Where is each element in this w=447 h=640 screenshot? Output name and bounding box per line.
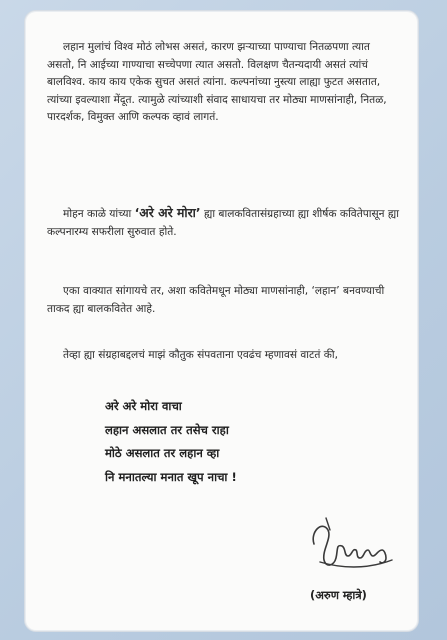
- paragraph-intro: लहान मुलांचं विश्व मोठं लोभस असतं, कारण झऱ्याच्या पाण्याचा नितळपणा त्यात असतो, नि आईच्या गाण्याचा सच्चेपणा त्यात असतो. विलक्षण चैतन्यदायी असतं त्यांचं बालविश्व. काय काय एकेक सुचत असतं त्यांना. कल्पनांच्या नुस्त्या लाह्या फुटत असतात, त्यांच्या इवल्याशा मेंदूत. त्यामुळे त्यांच्याशी संवाद साधायचा तर मोठ्या माणसांनाही, नितळ, पारदर्शक, विमुक्त आणि कल्पक व्हावं लागतं.: [47, 41, 387, 124]
- author-name: (अरुण म्हात्रे): [310, 588, 367, 602]
- signature-icon: [300, 510, 400, 580]
- paragraph-summary: एका वाक्यात सांगायचे तर, अशा कवितेमधून मोठ्या माणसांनाही, ‘लहान’ बनवण्याची ताकद ह्या बालकवितेत आहे.: [47, 285, 385, 315]
- paragraph-book-mention: [47, 204, 399, 241]
- poem-line: मोठे असलात तर लहान व्हा: [105, 446, 220, 460]
- poem-stanza: [105, 395, 237, 489]
- paragraph-book-mention-before: मोहन काळे यांच्या: [63, 208, 135, 220]
- poem-line: अरे अरे मोरा वाचा: [105, 399, 182, 413]
- poem-line: नि मनातल्या मनात खूप नाचा !: [105, 469, 237, 484]
- paragraph-book-mention-after: ह्या बालकवितासंग्रहाच्या ह्या शीर्षक कवितेपासून ह्या कल्पनारम्य सफरीला सुरुवात होते.: [47, 208, 399, 238]
- book-title: ‘अरे अरे मोरा’: [134, 205, 201, 220]
- paragraph-closing: तेव्हा ह्या संग्रहाबद्दलचं माझं कौतुक संपवताना एवढंच म्हणावसं वाटतं की,: [63, 349, 339, 361]
- poem-line: लहान असलात तर तसेच राहा: [105, 422, 229, 437]
